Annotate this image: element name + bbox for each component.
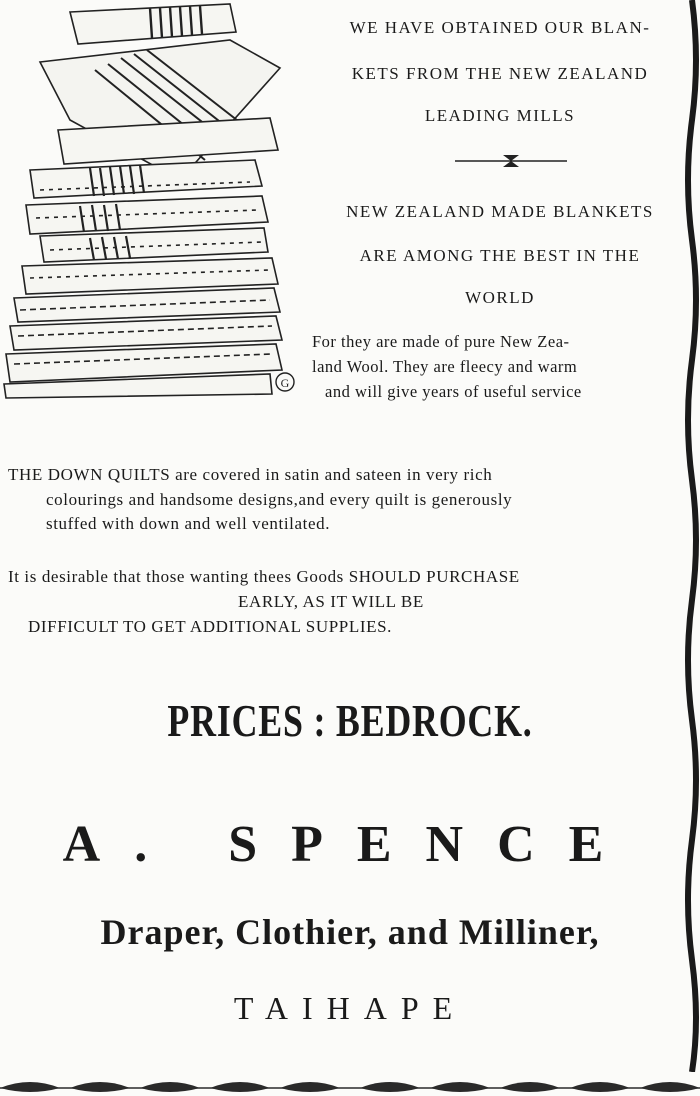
merchant-name: A. SPENCE <box>62 816 638 873</box>
header-line: KETS FROM THE NEW ZEALAND <box>351 64 649 83</box>
right-border-ornament <box>682 0 700 1072</box>
bottom-border-ornament <box>0 1072 700 1096</box>
wool-line: For they are made of pure New Zea- <box>312 332 570 351</box>
header-line: WE HAVE OBTAINED OUR BLAN- <box>349 18 651 37</box>
purchase-line: It is desirable that those wanting thees Goods SHOULD PURCHASE <box>8 567 520 586</box>
blanket-stack-illustration <box>0 0 300 400</box>
merchant-town: TAIHAPE <box>233 990 467 1026</box>
made-line: WORLD <box>465 288 535 307</box>
purchase-line: DIFFICULT TO GET ADDITIONAL SUPPLIES. <box>28 617 392 636</box>
ornament-divider <box>455 152 567 170</box>
made-line: ARE AMONG THE BEST IN THE <box>359 246 641 265</box>
prices-headline: PRICES : BEDROCK. <box>167 695 533 746</box>
maker-mark-letter: G <box>280 376 290 390</box>
quilts-line: THE DOWN QUILTS are covered in satin and sateen in very rich <box>8 465 493 484</box>
purchase-line: EARLY, AS IT WILL BE <box>238 592 424 611</box>
wool-line: and will give years of useful service <box>325 382 582 401</box>
quilts-line: colourings and handsome designs,and every quilt is generously <box>46 490 513 509</box>
header-line: LEADING MILLS <box>424 106 576 125</box>
made-line: NEW ZEALAND MADE BLANKETS <box>346 202 654 221</box>
quilts-line: stuffed with down and well ventilated. <box>46 514 331 533</box>
merchant-trade: Draper, Clothier, and Milliner, <box>100 912 600 952</box>
wool-line: land Wool. They are fleecy and warm <box>312 357 578 376</box>
